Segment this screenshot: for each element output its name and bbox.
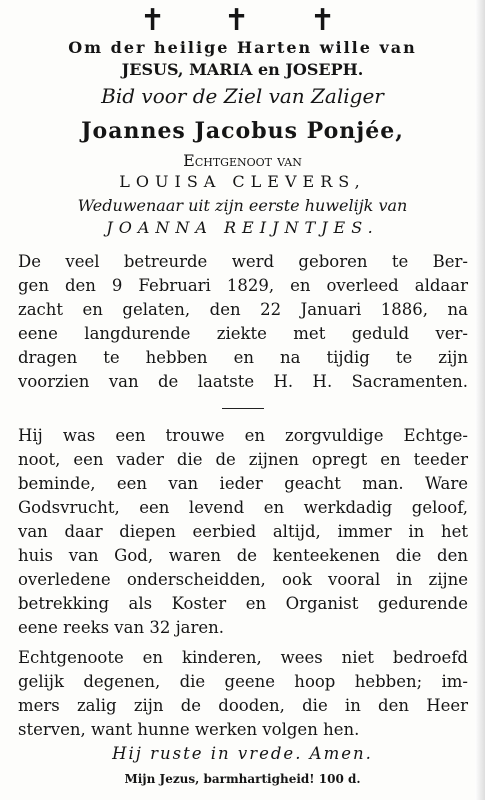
text-line: sterven, want hunne werken volgen hen. xyxy=(18,720,360,739)
text-line: dragen te hebben en na tijdig te zijn xyxy=(18,348,468,367)
text-line: Hij was een trouwe en zorgvuldige Echtge- xyxy=(18,426,468,445)
deceased-name: Joannes Jacobus Ponjée, xyxy=(81,118,404,144)
closing-line: Hij ruste in vrede. Amen. xyxy=(112,744,373,763)
text-line: eene langdurende ziekte met geduld ver- xyxy=(18,324,468,343)
divider xyxy=(222,408,264,409)
text-line: mers zalig zijn de dooden, die in den Heer xyxy=(18,696,468,715)
text-line: huis van God, waren de kenteekenen die den xyxy=(18,546,468,565)
text-line: De veel betreurde werd geboren te Ber- xyxy=(18,252,468,271)
cross-icon: ✝ xyxy=(310,3,336,38)
text-line: gen den 9 Februari 1829, en overleed aldaar xyxy=(18,276,468,295)
text-line: Godsvrucht, een levend en werkdadig geloof, xyxy=(18,498,468,517)
text-line: van daar diepen eerbied altijd, immer in het xyxy=(18,522,468,541)
text-line: Echtgenoote en kinderen, wees niet bedroefd xyxy=(18,648,468,667)
text-line: beminde, een van ieder geacht man. Ware xyxy=(18,474,468,493)
widower-line: Weduwenaar uit zijn eerste huwelijk van xyxy=(77,196,408,215)
text-line: overledene onderscheidden, ook vooral in zijne xyxy=(18,570,468,589)
text-line: noot, een vader die de zijnen opregt en teeder xyxy=(18,450,468,469)
first-wife-name: JOANNA REIJNTJES. xyxy=(106,218,379,237)
invocation-line: Om der heilige Harten wille van xyxy=(68,38,417,57)
text-line: zacht en gelaten, den 22 Januari 1886, na xyxy=(18,300,468,319)
spouse-name: LOUISA CLEVERS, xyxy=(119,172,366,191)
text-line: voorzien van de laatste H. H. Sacramenten. xyxy=(18,372,468,391)
cross-icon: ✝ xyxy=(224,3,250,38)
page-edge xyxy=(475,0,485,800)
prayer-request-line: Bid voor de Ziel van Zaliger xyxy=(101,84,384,108)
text-line: eene reeks van 32 jaren. xyxy=(18,618,225,637)
spouse-label: Echtgenoot van xyxy=(183,151,302,170)
text-line: betrekking als Koster en Organist gedurende xyxy=(18,594,468,613)
holy-family-line: JESUS, MARIA en JOSEPH. xyxy=(121,60,364,79)
indulgence-footer: Mijn Jezus, barmhartigheid! 100 d. xyxy=(124,772,361,786)
text-line: gelijk degenen, die geene hoop hebben; im- xyxy=(18,672,468,691)
cross-icon: ✝ xyxy=(140,3,166,38)
crosses-row xyxy=(0,4,485,42)
